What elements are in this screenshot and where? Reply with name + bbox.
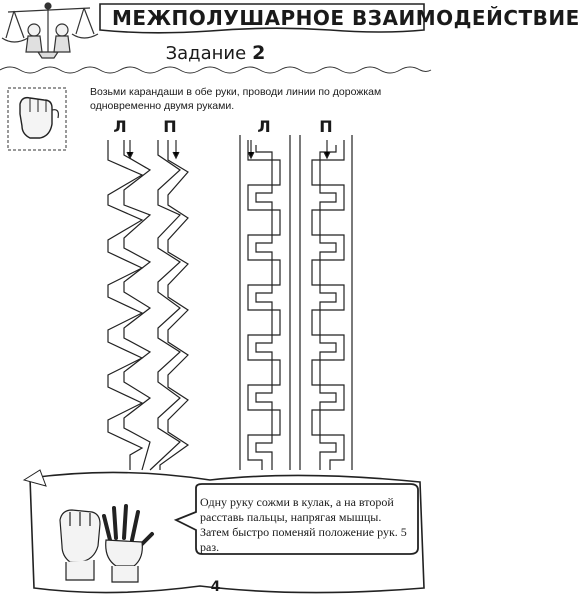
exercise-instruction-text: Одну руку сожми в кулак, а на второй расставь пальцы, напрягая мышцы. Затем быстро поменяй положение рук. 5 раз. [200, 495, 407, 554]
zigzag-track-right [150, 140, 188, 470]
column-label-right-2: П [319, 117, 333, 136]
task-title [0, 42, 431, 65]
hand-icon-box [8, 88, 66, 150]
column-label-left-2: Л [257, 117, 271, 136]
zigzag-track-left [108, 140, 150, 470]
task-number: 2 [252, 42, 266, 64]
meander-track-right [300, 135, 352, 470]
page-header-title: МЕЖПОЛУШАРНОЕ ВЗАИМОДЕЙСТВИЕ [112, 6, 580, 30]
wavy-divider [0, 67, 431, 73]
column-label-left-1: Л [113, 117, 127, 136]
meander-track-left [240, 135, 290, 470]
instruction-text: Возьми карандаши в обе руки, проводи линии по дорожкам одновременно двумя руками. [90, 86, 382, 112]
column-label-right-1: П [163, 117, 177, 136]
task-label: Задание [165, 43, 247, 64]
page-number: 4 [210, 579, 221, 595]
